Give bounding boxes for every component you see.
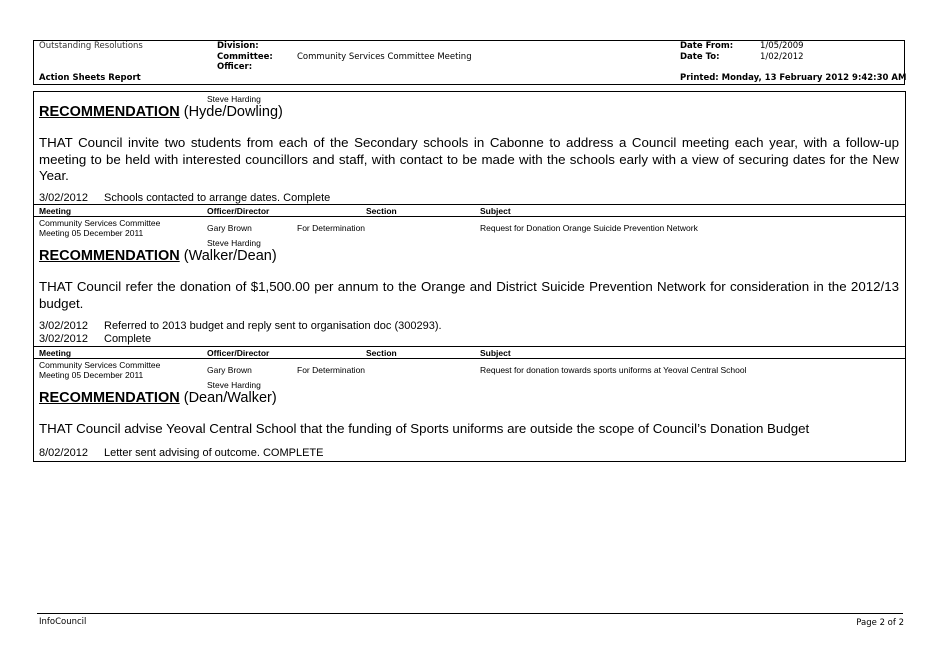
date-from-label: Date From: (680, 41, 734, 51)
rec1-resolution-text: THAT Council invite two students from each of the Secondary schools in Cabonne to address a Council meeting each year, with a follow-up meeting to be held with interested councillors and staff, with contact to be made with the schools early with a view of securing dates for the New Year. (39, 135, 899, 183)
rec2-subject: Request for Donation Orange Suicide Prevention Network (480, 223, 698, 233)
rec1-officer-extra: Steve Harding (207, 94, 261, 104)
rec3-note-date: 8/02/2012 (39, 447, 88, 459)
divider-line (33, 358, 906, 359)
rec2-meeting-line2: Meeting 05 December 2011 (39, 228, 144, 238)
printed-value: Monday, 13 February 2012 9:42:30 AM (721, 73, 907, 83)
rec1-recommendation-label: RECOMMENDATION (39, 104, 180, 120)
rec2-movers: (Walker/Dean) (183, 248, 277, 264)
rec3-movers: (Dean/Walker) (183, 390, 277, 406)
divider-line (33, 204, 906, 205)
rec3-officer: Gary Brown (207, 365, 252, 375)
rec2-note2-text: Complete (104, 333, 152, 345)
report-type: Outstanding Resolutions (39, 41, 143, 51)
report-name: Action Sheets Report (39, 73, 141, 83)
col-section: Section (366, 206, 397, 216)
rec3-officer-extra: Steve Harding (207, 380, 261, 390)
col-meeting: Meeting (39, 206, 72, 216)
rec3-recommendation-heading (39, 390, 277, 406)
rec3-note-text: Letter sent advising of outcome. COMPLETE (104, 447, 324, 459)
rec2-officer-extra: Steve Harding (207, 238, 261, 248)
officer-label: Officer: (217, 62, 253, 72)
col-subject: Subject (480, 348, 511, 358)
rec3-resolution-text: THAT Council advise Yeoval Central School that the funding of Sports uniforms are outside the scope of Council’s Donation Budget (39, 421, 810, 436)
rec2-recommendation-heading (39, 248, 277, 264)
rec2-resolution-text: THAT Council refer the donation of $1,500.00 per annum to the Orange and District Suicide Prevention Network for consideration in the 2012/13 budget. (39, 279, 899, 311)
footer-divider (37, 613, 903, 614)
date-to-label: Date To: (680, 52, 720, 62)
printed-label: Printed: (680, 73, 719, 83)
footer-app-name: InfoCouncil (39, 617, 87, 627)
rec2-officer: Gary Brown (207, 223, 252, 233)
date-from-value: 1/05/2009 (760, 41, 804, 51)
rec1-movers: (Hyde/Dowling) (183, 104, 283, 120)
page-number: Page 2 of 2 (856, 618, 904, 628)
rec3-subject: Request for donation towards sports uniforms at Yeoval Central School (480, 365, 747, 375)
col-meeting: Meeting (39, 348, 72, 358)
col-subject: Subject (480, 206, 511, 216)
date-to-value: 1/02/2012 (760, 52, 804, 62)
rec1-recommendation-heading (39, 104, 283, 120)
divider-line (33, 346, 906, 347)
rec2-note2-date: 3/02/2012 (39, 333, 88, 345)
rec2-note1-date: 3/02/2012 (39, 320, 88, 332)
rec2-recommendation-label: RECOMMENDATION (39, 248, 180, 264)
printed-line (680, 73, 906, 83)
rec3-recommendation-label: RECOMMENDATION (39, 390, 180, 406)
rec2-note1-text: Referred to 2013 budget and reply sent to organisation doc (300293). (104, 320, 442, 332)
committee-value: Community Services Committee Meeting (297, 52, 472, 62)
col-officer: Officer/Director (207, 206, 270, 216)
divider-line (33, 216, 906, 217)
col-section: Section (366, 348, 397, 358)
division-label: Division: (217, 41, 259, 51)
committee-label: Committee: (217, 52, 273, 62)
rec1-note-text: Schools contacted to arrange dates. Complete (104, 192, 331, 204)
rec3-section: For Determination (297, 365, 366, 375)
rec2-section: For Determination (297, 223, 366, 233)
rec1-note-date: 3/02/2012 (39, 192, 88, 204)
rec3-meeting-line2: Meeting 05 December 2011 (39, 370, 144, 380)
rec2-meeting-line1: Community Services Committee (39, 218, 161, 228)
col-officer: Officer/Director (207, 348, 270, 358)
rec3-meeting-line1: Community Services Committee (39, 360, 161, 370)
